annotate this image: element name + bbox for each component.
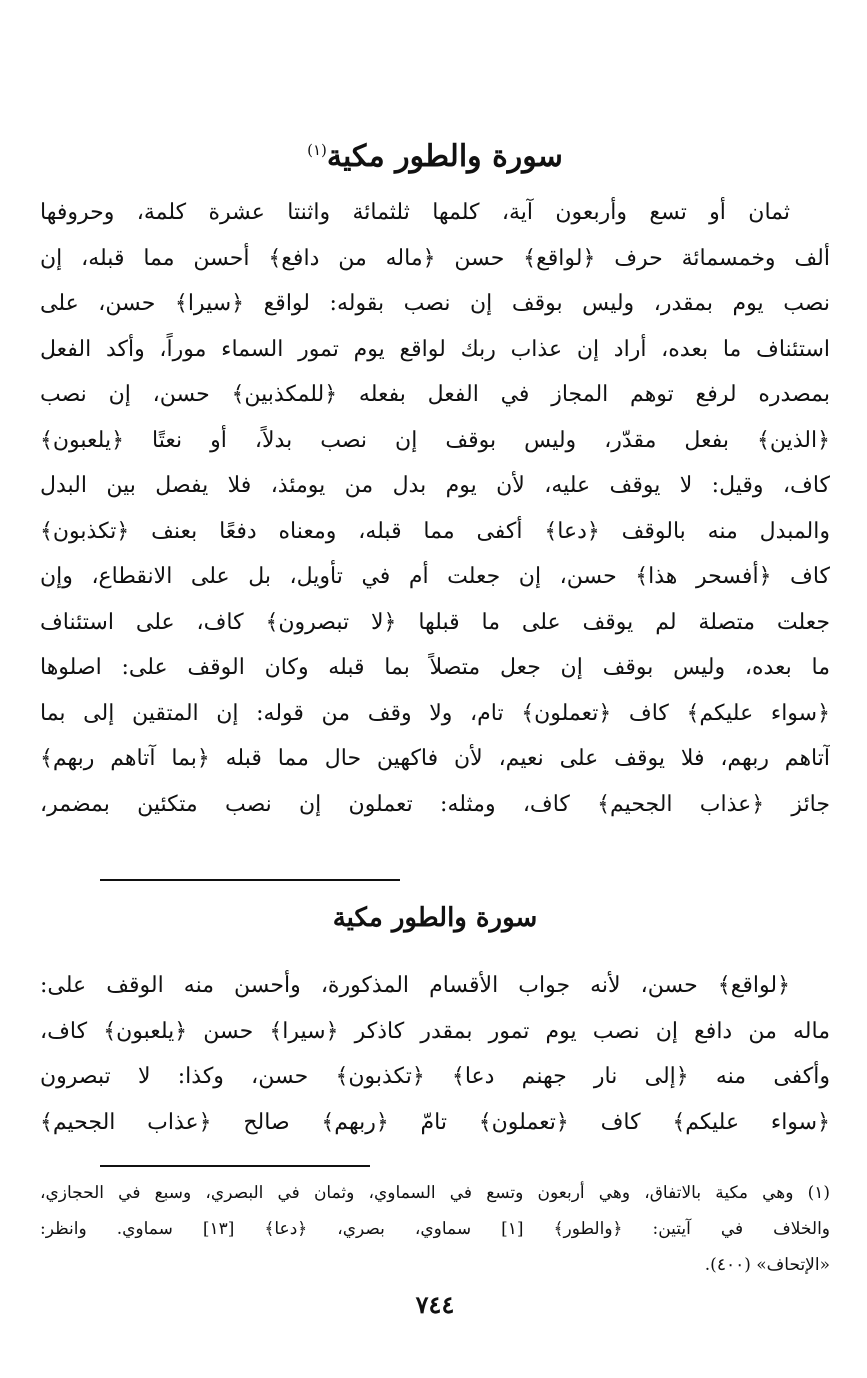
text-line: ﴿سواء عليكم﴾ كاف ﴿تعملون﴾ تام، ولا وقف من قوله: إن المتقين إلى بما [40, 700, 830, 726]
text-line: جائز ﴿عذاب الجحيم﴾ كاف، ومثله: تعملون إن نصب متكئين بمضمر، [40, 791, 830, 817]
second-section-title: سورة والطور مكية [332, 903, 538, 933]
text-line: كاف ﴿أفسحر هذا﴾ حسن، إن جعلت أم في تأويل، بل على الانقطاع، وإن [40, 564, 830, 589]
book-page [40, 0, 830, 1378]
section-divider [100, 879, 400, 881]
text-line: كاف، وقيل: لا يوقف عليه، لأن يوم بدل من يومئذ، فلا يفصل بين البدل [40, 473, 830, 498]
text-line: جعلت متصلة لم يوقف على ما قبلها ﴿لا تبصرون﴾ كاف، على استئناف [40, 609, 830, 635]
text-line: آتاهم ربهم، فلا يوقف على نعيم، لأن فاكهين حال مما قبله ﴿بما آتاهم ربهم﴾ [40, 746, 830, 771]
text-line: ما بعده، وليس بوقف إن جعل متصلاً بما قبله وكان الوقف على: اصلوها [40, 655, 830, 680]
text-line: ماله من دافع إن نصب يوم تمور بمقدر كاذكر ﴿سيرا﴾ حسن ﴿يلعبون﴾ كاف، [40, 1018, 830, 1044]
text-line: بمصدره لرفع توهم المجاز في الفعل بفعله ﴿للمكذبين﴾ حسن، إن نصب [40, 382, 830, 407]
surah-title [40, 128, 830, 179]
footnote-marker: (١) [307, 141, 327, 159]
text-line: ثمان أو تسع وأربعون آية، كلمها ثلثمائة واثنتا عشرة كلمة، وحروفها [40, 200, 790, 225]
footnote-line: «الإتحاف» (٤٠٠). [704, 1255, 830, 1275]
page-number: ٧٤٤ [415, 1290, 455, 1319]
text-line: ﴿الذين﴾ بفعل مقدّر، وليس بوقف إن نصب بدلاً، أو نعتًا ﴿يلعبون﴾ [40, 427, 830, 453]
text-line: ألف وخمسمائة حرف ﴿لواقع﴾ حسن ﴿ماله من دافع﴾ أحسن مما قبله، إن [40, 245, 830, 271]
text-line: نصب يوم بمقدر، وليس بوقف إن نصب بقوله: لواقع ﴿سيرا﴾ حسن، على [40, 291, 830, 316]
text-line: وأكفى منه ﴿إلى نار جهنم دعا﴾ ﴿تكذبون﴾ حسن، وكذا: لا تبصرون [40, 1064, 830, 1089]
footnotes [40, 1175, 830, 1283]
surah-title-text: سورة والطور مكية [326, 139, 563, 174]
main-commentary [40, 190, 830, 827]
text-line: استئناف ما بعده، أراد إن عذاب ربك لواقع يوم تمور السماء موراً، وأكد الفعل [40, 336, 830, 362]
footnote-line: (١) وهي مكية بالاتفاق، وهي أربعون وتسع في السماوي، وثمان في البصري، وسبع في الحجازي، [40, 1183, 830, 1203]
text-line: والمبدل منه بالوقف ﴿دعا﴾ أكفى مما قبله، ومعناه دفعًا بعنف ﴿تكذبون﴾ [40, 518, 830, 544]
footnote-divider [100, 1165, 370, 1167]
text-line: ﴿لواقع﴾ حسن، لأنه جواب الأقسام المذكورة، وأحسن منه الوقف على: [40, 973, 790, 998]
second-section-text [40, 963, 830, 1145]
text-line: ﴿سواء عليكم﴾ كاف ﴿تعملون﴾ تامّ ﴿ربهم﴾ صالح ﴿عذاب الجحيم﴾ [40, 1109, 830, 1135]
footnote-line: والخلاف في آيتين: ﴿والطور﴾ [١] سماوي، بصري، ﴿دعا﴾ [١٣] سماوي. وانظر: [40, 1219, 830, 1239]
